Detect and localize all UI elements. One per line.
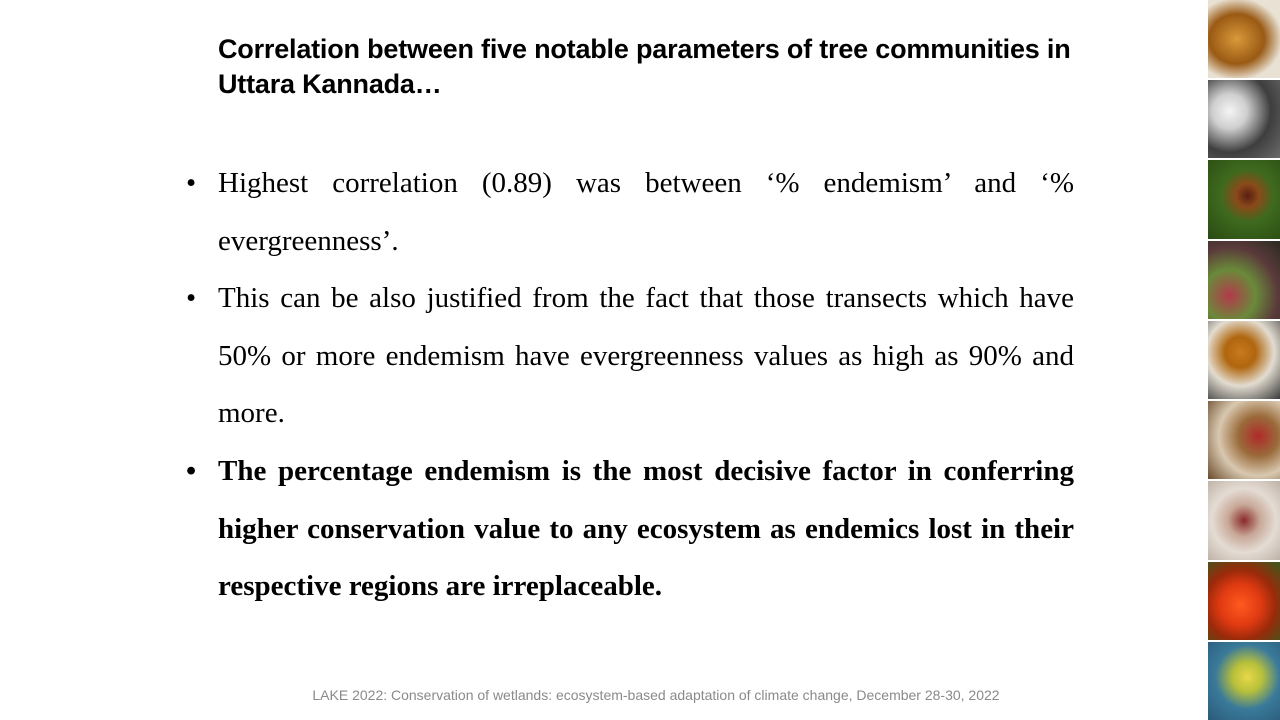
- seeds-photo: [1208, 321, 1280, 399]
- bullet-item: [186, 270, 1074, 443]
- orchid-photo: [1208, 160, 1280, 238]
- bullet-text: This can be also justified from the fact that those transects which have 50% or more endemism have evergreenness values as high as 90% and more.: [218, 282, 1074, 430]
- photo-strip: [1208, 0, 1280, 720]
- slide-title: Correlation between five notable parameters of tree communities in Uttara Kannada…: [218, 34, 1071, 99]
- yellow-flower-photo: [1208, 642, 1280, 720]
- white-flowers-photo: [1208, 80, 1280, 158]
- bullet-icon: •: [186, 454, 197, 487]
- bullet-list: [186, 155, 1074, 616]
- bullet-icon: •: [186, 282, 197, 315]
- bullet-item: [186, 155, 1074, 270]
- bullet-item: [186, 443, 1074, 616]
- fruits-photo: [1208, 241, 1280, 319]
- orchid-flower-photo: [1208, 481, 1280, 559]
- bullet-icon: •: [186, 167, 197, 199]
- bullet-text: The percentage endemism is the most decisive factor in conferring higher conservation value to any ecosystem as endemics lost in their respective regions are irreplaceable.: [218, 454, 1074, 603]
- red-flower-cluster-photo: [1208, 562, 1280, 640]
- footer-text: LAKE 2022: Conservation of wetlands: ecosystem-based adaptation of climate change, December 28-30, 2022: [312, 687, 1000, 703]
- bullet-text: Highest correlation (0.89) was between ‘% endemism’ and ‘% evergreenness’.: [218, 167, 1074, 257]
- nuts-photo: [1208, 401, 1280, 479]
- seed-pod-photo: [1208, 0, 1280, 78]
